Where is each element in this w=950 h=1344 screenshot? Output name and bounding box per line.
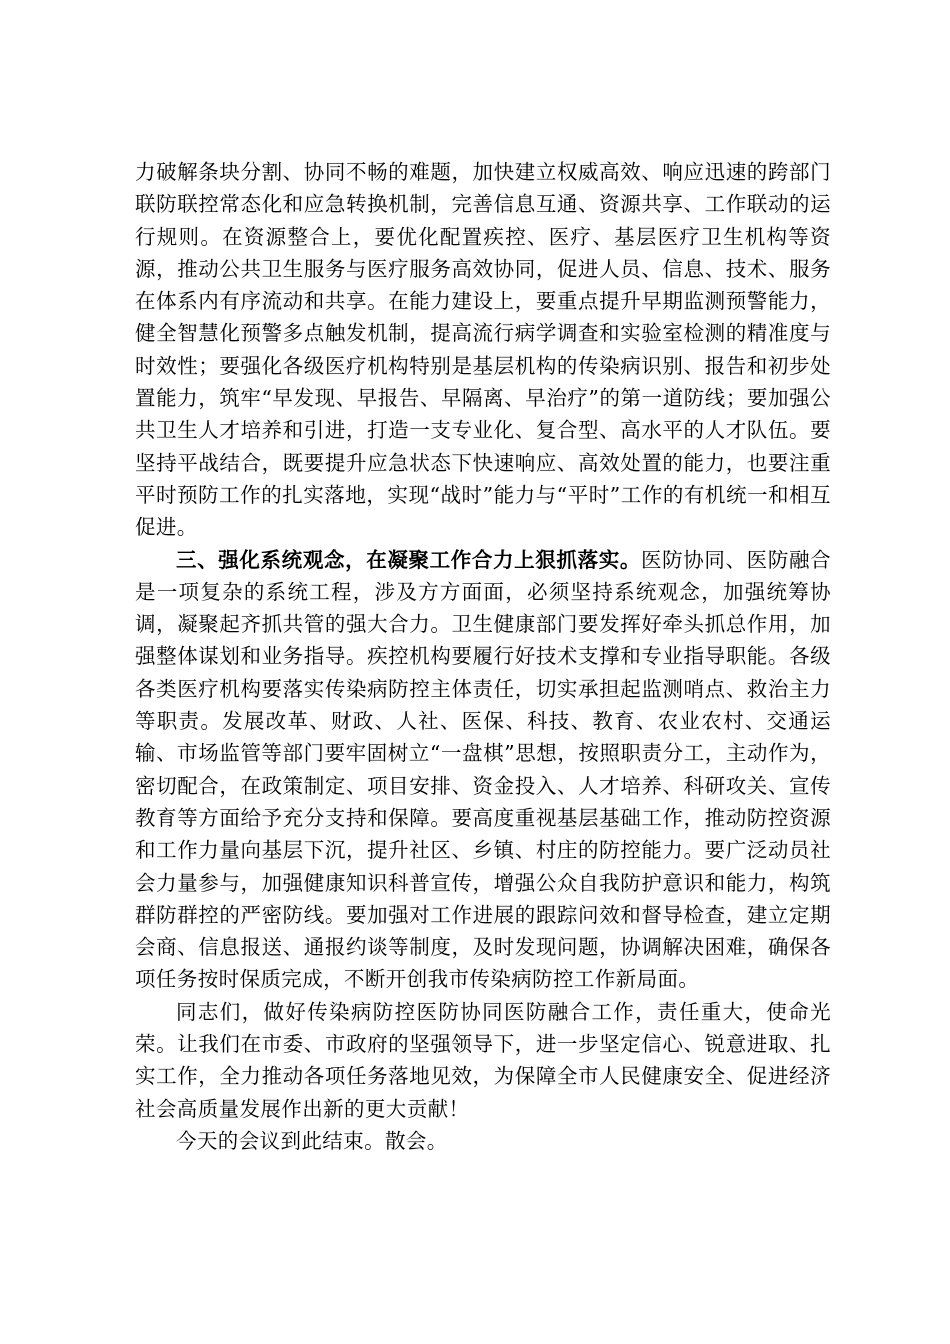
body-paragraph-closing [135,996,831,1125]
paragraph-text: 力破解条块分割、协同不畅的难题，加快建立权威高效、响应迅速的跨部门联防联控常态化和应急转换机制，完善信息互通、资源共享、工作联动的运行规则。在资源整合上，要优化配置疾控、医疗、基层医疗卫生机构等资源，推动公共卫生服务与医疗服务高效协同，促进人员、信息、技术、服务在体系内有序流动和共享。在能力建设上，要重点提升早期监测预警能力，健全智慧化预警多点触发机制，提高流行病学调查和实验室检测的精准度与时效性；要强化各级医疗机构特别是基层机构的传染病识别、报告和初步处置能力，筑牢“早发现、早报告、早隔离、早治疗”的第一道防线；要加强公共卫生人才培养和引进，打造一支专业化、复合型、高水平的人才队伍。要坚持平战结合，既要提升应急状态下快速响应、高效处置的能力，也要注重平时预防工作的扎实落地，实现“战时”能力与“平时”工作的有机统一和相互促进。 [135,160,831,540]
paragraph-text: 同志们，做好传染病防控医防协同医防融合工作，责任重大，使命光荣。让我们在市委、市政府的坚强领导下，进一步坚定信心、锐意进取、扎实工作，全力推动各项任务落地见效，为保障全市人民健康安全、促进经济社会高质量发展作出新的更大贡献！ [135,999,831,1121]
paragraph-text: 医防协同、医防融合是一项复杂的系统工程，涉及方方面面，必须坚持系统观念，加强统筹协调，凝聚起齐抓共管的强大合力。卫生健康部门要发挥好牵头抓总作用，加强整体谋划和业务指导。疾控机构要履行好技术支撑和专业指导职能。各级各类医疗机构要落实传染病防控主体责任，切实承担起监测哨点、救治主力等职责。发展改革、财政、人社、医保、科技、教育、农业农村、交通运输、市场监管等部门要牢固树立“一盘棋”思想，按照职责分工，主动作为，密切配合，在政策制定、项目安排、资金投入、人才培养、科研攻关、宣传教育等方面给予充分支持和保障。要高度重视基层基础工作，推动防控资源和工作力量向基层下沉，提升社区、乡镇、村庄的防控能力。要广泛动员社会力量参与，加强健康知识科普宣传，增强公众自我防护意识和能力，构筑群防群控的严密防线。要加强对工作进展的跟踪问效和督导检查，建立定期会商、信息报送、通报约谈等制度，及时发现问题，协调解决困难，确保各项任务按时保质完成，不断开创我市传染病防控工作新局面。 [135,547,831,992]
document-page [135,156,831,1157]
body-paragraph-continuation [135,156,831,544]
paragraph-text: 今天的会议到此结束。散会。 [176,1128,448,1153]
body-paragraph-adjourn [135,1125,831,1157]
section-heading-three: 三、强化系统观念，在凝聚工作合力上狠抓落实。 [176,547,641,572]
body-paragraph-section-three [135,544,831,996]
